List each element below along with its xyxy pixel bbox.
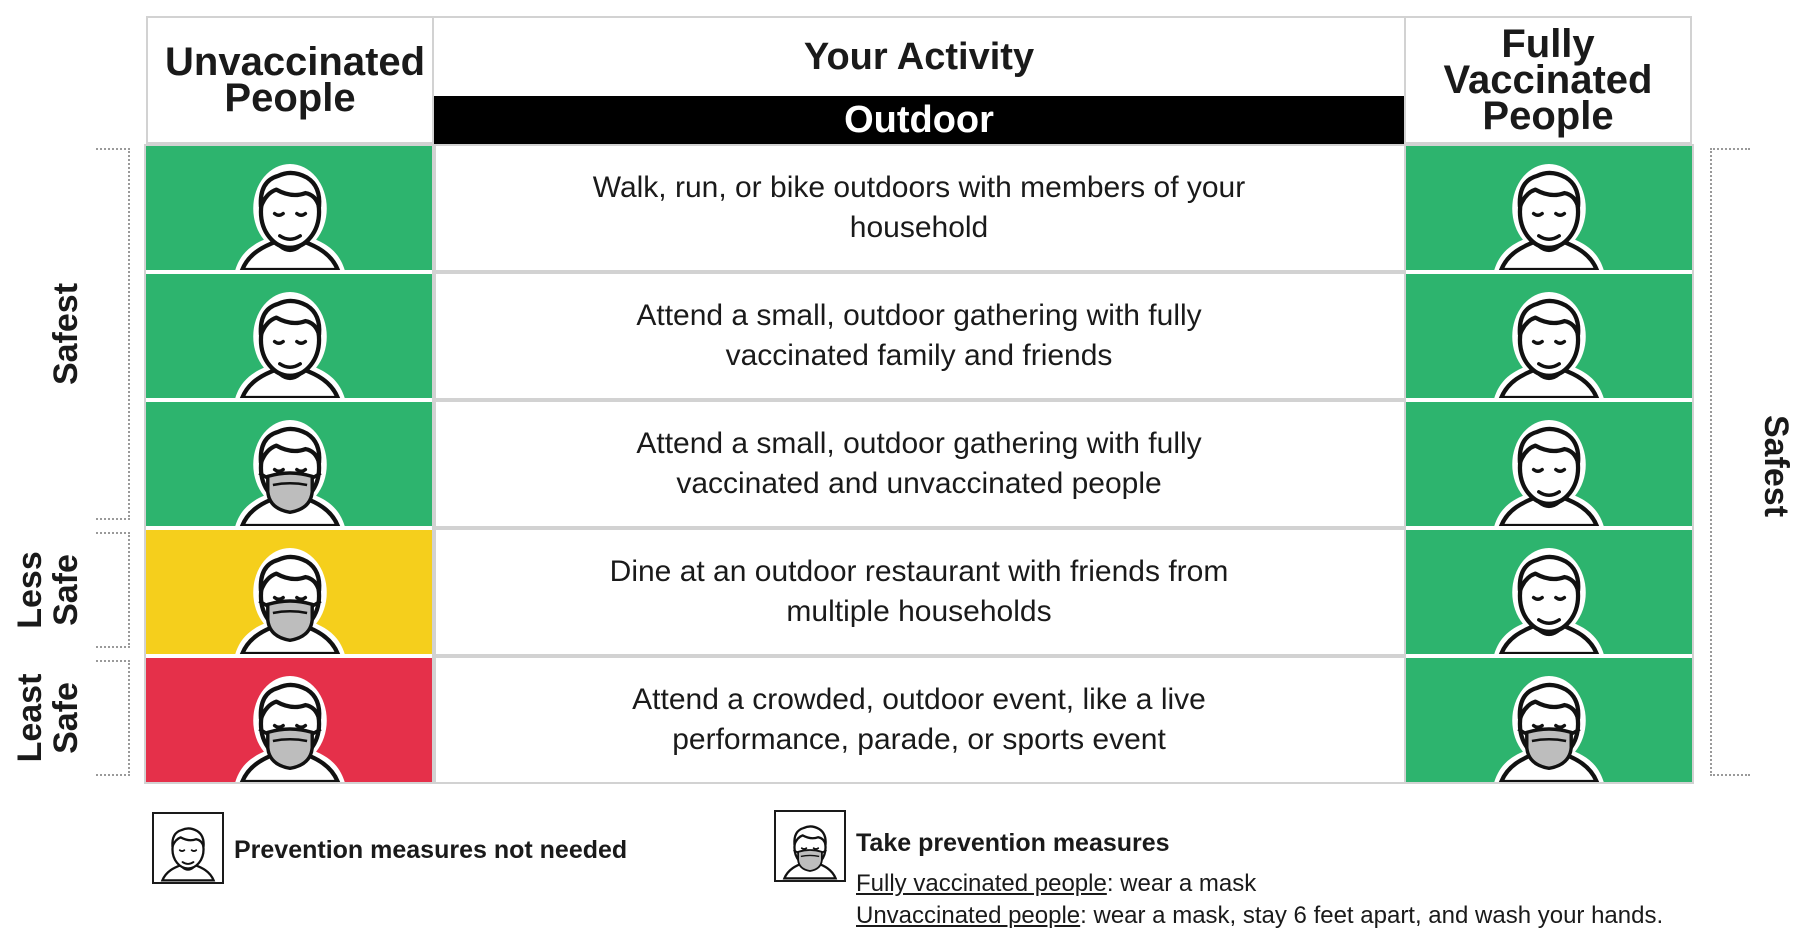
row-3-activity-text: Attend a small, outdoor gathering with fully vaccinated and unvaccinated people bbox=[636, 427, 1202, 500]
face-icon bbox=[1489, 164, 1609, 270]
header-vaccinated-label: Fully Vaccinated People bbox=[1443, 22, 1653, 138]
legend-unvaccinated-text: : wear a mask, stay 6 feet apart, and wash your hands. bbox=[1080, 902, 1664, 929]
row-1-vaccinated-tile bbox=[1406, 146, 1692, 270]
masked-face-icon bbox=[230, 676, 350, 782]
row-3-activity bbox=[432, 400, 1406, 528]
safest-bracket-left bbox=[96, 148, 130, 520]
row-5-activity bbox=[432, 656, 1406, 784]
side-label-least-safe: Least Safe bbox=[11, 673, 85, 763]
masked-face-icon bbox=[230, 420, 350, 526]
least-safe-bracket-left bbox=[96, 660, 130, 776]
legend-vaccinated-text: : wear a mask bbox=[1106, 870, 1257, 897]
row-2-unvaccinated-tile bbox=[146, 274, 434, 398]
header-activity bbox=[432, 16, 1406, 144]
legend-face-icon bbox=[152, 812, 224, 884]
row-4-unvaccinated-tile bbox=[146, 530, 434, 654]
row-1-unvaccinated-tile bbox=[146, 146, 434, 270]
row-2-vaccinated-tile bbox=[1406, 274, 1692, 398]
row-5-activity-text: Attend a crowded, outdoor event, like a live performance, parade, or sports event bbox=[632, 683, 1206, 756]
less-safe-bracket-left bbox=[96, 532, 130, 648]
side-label-safest-right: Safest bbox=[1757, 414, 1795, 518]
header-setting-label: Outdoor bbox=[434, 96, 1404, 144]
row-1-activity bbox=[432, 144, 1406, 272]
side-label-safest-left: Safest bbox=[47, 282, 85, 386]
face-icon bbox=[1489, 420, 1609, 526]
face-icon bbox=[230, 292, 350, 398]
row-4-activity-text: Dine at an outdoor restaurant with friends from multiple households bbox=[609, 555, 1229, 628]
face-icon bbox=[1489, 292, 1609, 398]
header-unvaccinated bbox=[146, 16, 434, 144]
row-4-activity bbox=[432, 528, 1406, 656]
header-activity-label: Your Activity bbox=[803, 35, 1035, 78]
header-vaccinated bbox=[1404, 16, 1692, 144]
legend-take-measures-text: Take prevention measures bbox=[856, 829, 1170, 857]
legend-unvaccinated-label: Unvaccinated people bbox=[856, 902, 1081, 929]
face-icon bbox=[230, 164, 350, 270]
header-unvaccinated-label: Unvaccinated People bbox=[165, 40, 426, 120]
row-2-activity-text: Attend a small, outdoor gathering with fully vaccinated family and friends bbox=[636, 299, 1202, 372]
row-5-vaccinated-tile bbox=[1406, 658, 1692, 782]
row-1-activity-text: Walk, run, or bike outdoors with members of your household bbox=[592, 171, 1246, 244]
row-5-unvaccinated-tile bbox=[146, 658, 434, 782]
row-3-unvaccinated-tile bbox=[146, 402, 434, 526]
masked-face-icon bbox=[1489, 676, 1609, 782]
legend-unvaccinated-line bbox=[856, 902, 1663, 930]
legend-masked-face-icon bbox=[774, 810, 846, 882]
masked-face-icon bbox=[778, 820, 842, 880]
row-4-vaccinated-tile bbox=[1406, 530, 1692, 654]
safest-bracket-right bbox=[1710, 148, 1750, 776]
row-2-activity bbox=[432, 272, 1406, 400]
legend-vaccinated-label: Fully vaccinated people bbox=[856, 870, 1107, 897]
legend-no-measures-text: Prevention measures not needed bbox=[234, 836, 628, 864]
legend-vaccinated-line bbox=[856, 870, 1256, 898]
side-label-less-safe: Less Safe bbox=[11, 551, 85, 629]
masked-face-icon bbox=[230, 548, 350, 654]
row-3-vaccinated-tile bbox=[1406, 402, 1692, 526]
face-icon bbox=[1489, 548, 1609, 654]
face-icon bbox=[156, 822, 220, 882]
